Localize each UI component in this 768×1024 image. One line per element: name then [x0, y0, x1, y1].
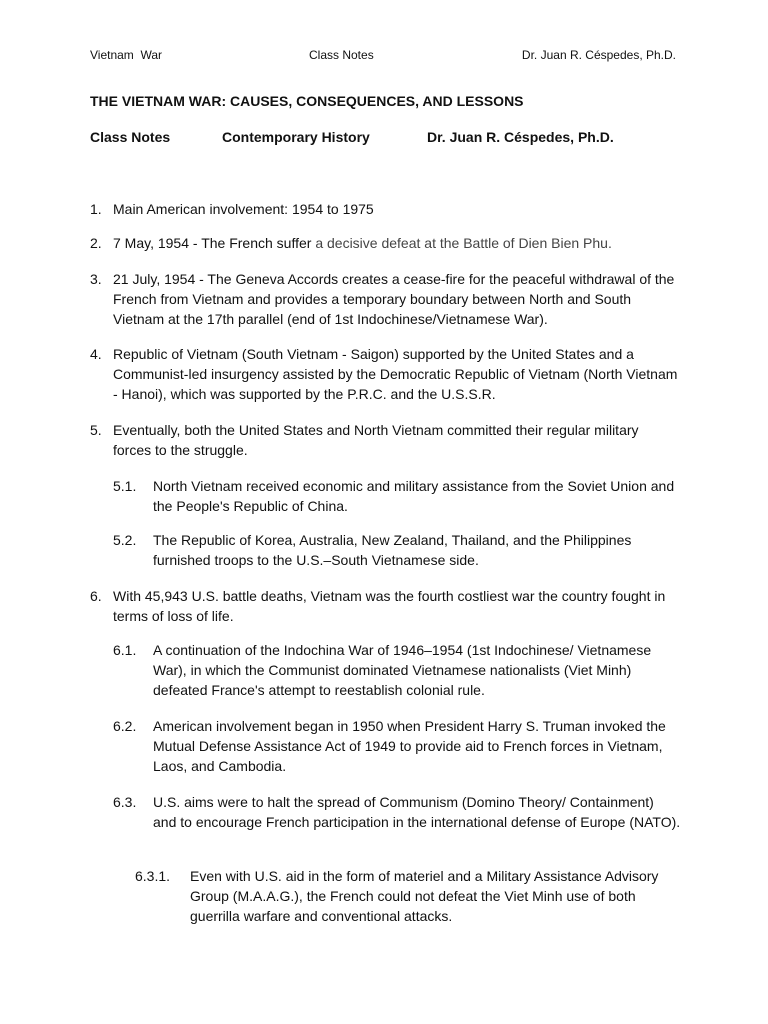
document-title: THE VIETNAM WAR: CAUSES, CONSEQUENCES, AND LESSONS: [90, 93, 524, 109]
list-text: A continuation of the Indochina War of 1946–1954 (1st Indochinese/ Vietnamese War), in which the Communist dominated Vietnamese nationalists (Viet Minh) defeated France's attempt to reestablish colonial rule.: [153, 642, 652, 698]
list-item: [90, 420, 680, 460]
list-text: The Republic of Korea, Australia, New Zealand, Thailand, and the Philippines furnished troops to the U.S.–South Vietnamese side.: [153, 532, 632, 568]
list-item: [90, 344, 680, 404]
list-item: [90, 586, 680, 626]
list-item: [113, 640, 681, 700]
list-item: [113, 792, 681, 832]
list-number: 3.: [90, 271, 102, 287]
running-header: [90, 47, 678, 63]
subtitle-row: [90, 128, 690, 146]
list-number: 6.: [90, 588, 102, 604]
list-item: [90, 269, 680, 329]
subtitle-course-type: Class Notes: [90, 129, 171, 145]
list-number: 5.1.: [113, 478, 137, 494]
list-text: Republic of Vietnam (South Vietnam - Saigon) supported by the United States and a Communist-led insurgency assisted by the Democratic Republic of Vietnam (North Vietnam - Hanoi), which was supported by the P.R.C. and the U.S.S.R.: [113, 346, 678, 402]
list-text: Main American involvement: 1954 to 1975: [113, 201, 374, 217]
list-text: [113, 233, 680, 253]
list-number: 6.3.: [113, 794, 137, 810]
list-number: 6.1.: [113, 642, 137, 658]
list-number: 6.2.: [113, 718, 137, 734]
list-text: Eventually, both the United States and North Vietnam committed their regular military forces to the struggle.: [113, 422, 639, 458]
subtitle-course-name: Contemporary History: [222, 129, 370, 145]
list-text: 21 July, 1954 - The Geneva Accords creates a cease-fire for the peaceful withdrawal of the French from Vietnam and provides a temporary boundary between North and South Vietnam at the 17th parallel (end of 1st Indochinese/Vietnamese War).: [113, 271, 675, 327]
list-item: [90, 199, 680, 219]
header-left: Vietnam War: [90, 48, 163, 62]
list-item: [113, 530, 681, 570]
list-number: 1.: [90, 201, 102, 217]
list-item: [90, 233, 680, 253]
header-center: Class Notes: [309, 48, 374, 62]
subtitle-author: Dr. Juan R. Céspedes, Ph.D.: [427, 129, 614, 145]
list-text: Even with U.S. aid in the form of materiel and a Military Assistance Advisory Group (M.A.A.G.), the French could not defeat the Viet Minh use of both guerrilla warfare and conventional attacks.: [190, 868, 659, 924]
header-right: Dr. Juan R. Céspedes, Ph.D.: [521, 48, 676, 62]
list-item: [135, 866, 681, 926]
list-text-part: a decisive defeat at the Battle of Dien Bien Phu.: [315, 235, 612, 251]
list-text: With 45,943 U.S. battle deaths, Vietnam was the fourth costliest war the country fought in terms of loss of life.: [113, 588, 666, 624]
list-text-part: 7 May, 1954 - The French suffer: [113, 235, 316, 251]
list-number: 6.3.1.: [135, 868, 171, 884]
list-text: North Vietnam received economic and military assistance from the Soviet Union and the People's Republic of China.: [153, 478, 675, 514]
list-number: 4.: [90, 346, 102, 362]
list-item: [113, 716, 681, 776]
list-number: 2.: [90, 235, 102, 251]
list-number: 5.: [90, 422, 102, 438]
list-text: American involvement began in 1950 when President Harry S. Truman invoked the Mutual Defense Assistance Act of 1949 to provide aid to French forces in Vietnam, Laos, and Cambodia.: [153, 718, 666, 774]
list-number: 5.2.: [113, 532, 137, 548]
list-text: U.S. aims were to halt the spread of Communism (Domino Theory/ Containment) and to encourage French participation in the international defense of Europe (NATO).: [153, 794, 681, 830]
list-item: [113, 476, 681, 516]
